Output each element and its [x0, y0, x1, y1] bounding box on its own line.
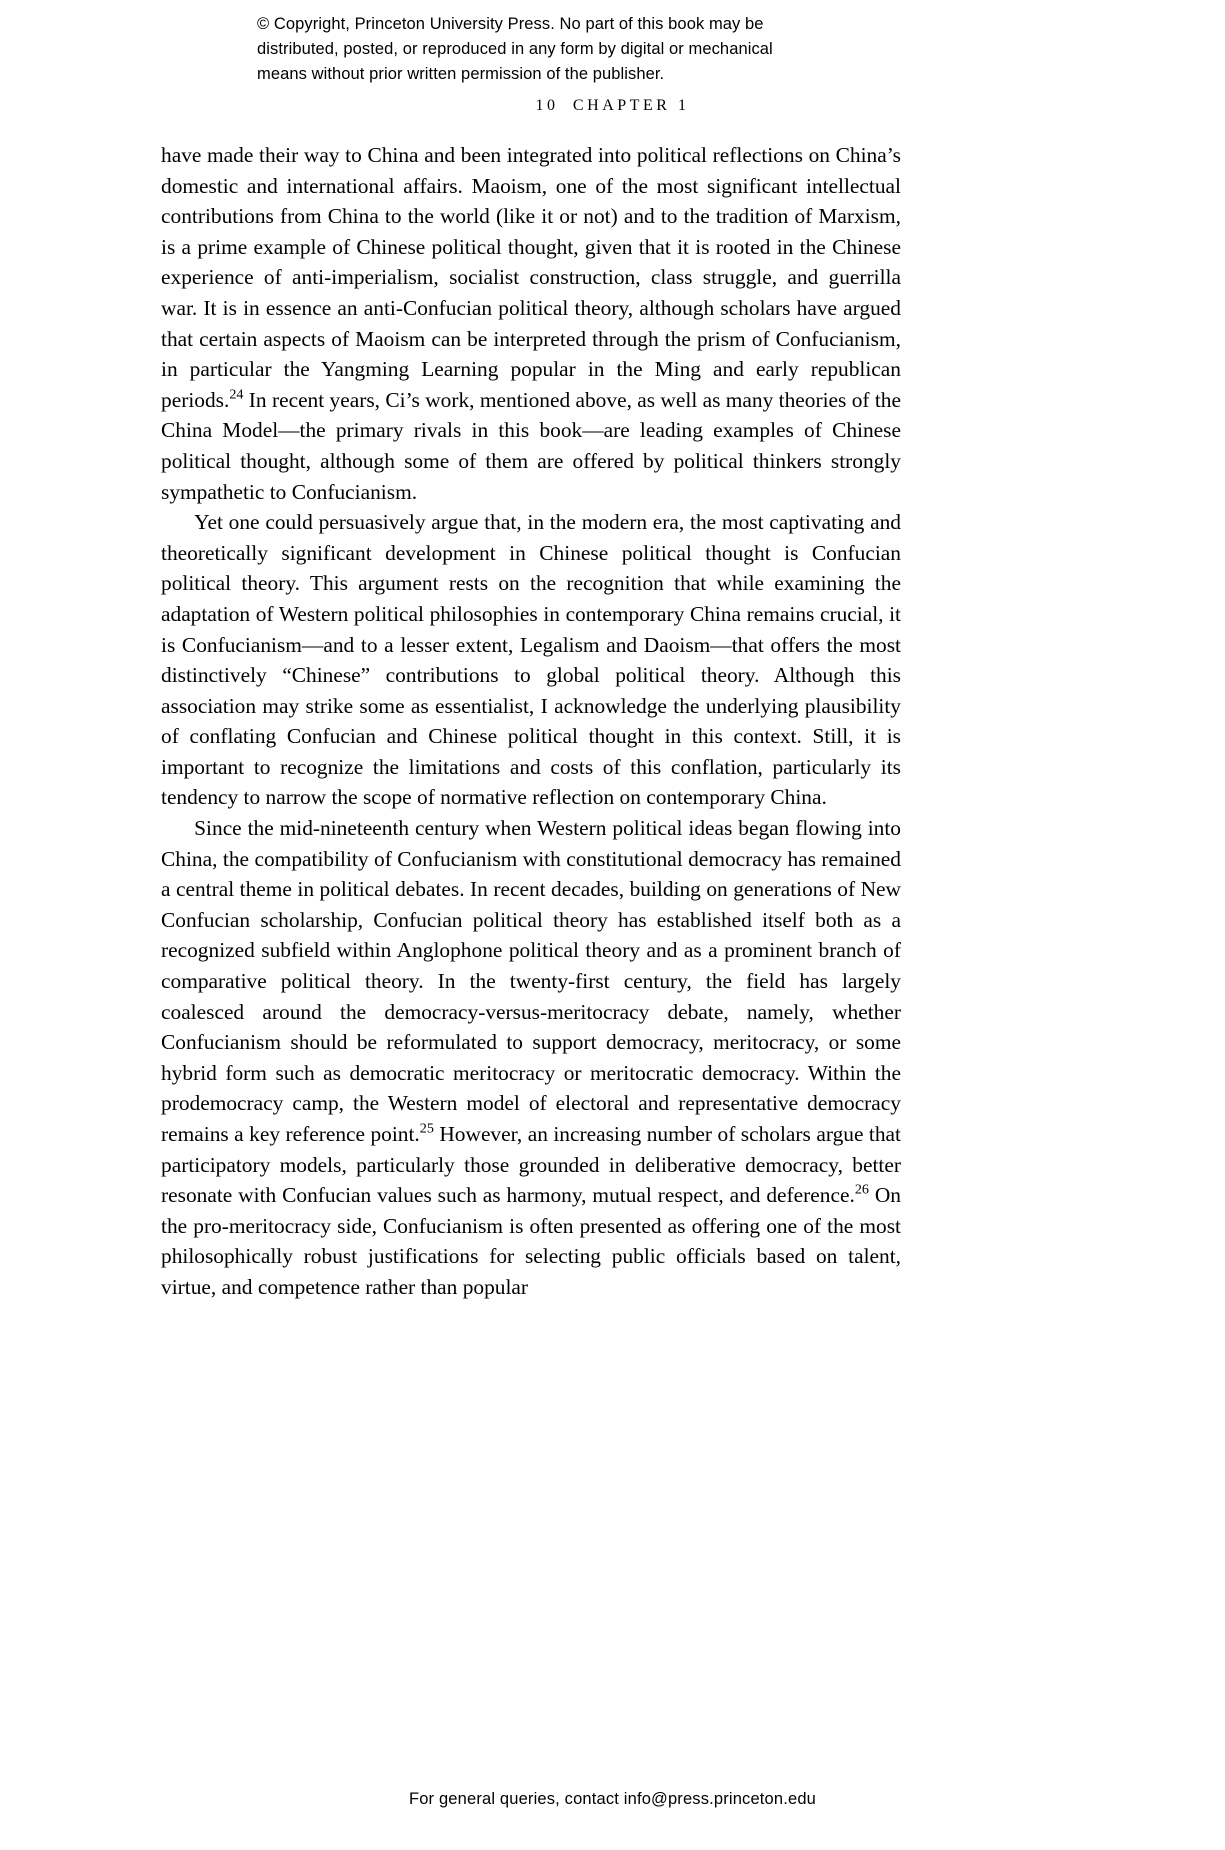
copyright-line-1: © Copyright, Princeton University Press. No part of this book may be — [257, 15, 764, 33]
page-body — [161, 140, 901, 1303]
paragraph-1-continued: In recent years, Ci’s work, mentioned above, as well as many theories of the China Model—the primary rivals in this book—are leading examples of Chinese political thought, although some of them are offered by political thinkers strongly sympathetic to Confucianism. — [161, 387, 902, 504]
copyright-line-3: means without prior written permission of the publisher. — [257, 65, 665, 84]
chapter-label: CHAPTER 1 — [572, 97, 690, 114]
paragraph-2-text: Yet one could persuasively argue that, in the modern era, the most captivating and theoretically significant development in Chinese political thought is Confucian political theory. This argument rests on the recognition that while examining the adaptation of Western political philosophies in contemporary China remains crucial, it is Confucianism—and to a lesser extent, Legalism and Daoism—that offers the most distinctively “Chinese” contributions to global political theory. Although this association may strike some as essentialist, I acknowledge the underlying plausibility of conflating Confucian and Chinese political thought in this context. Still, it is important to recognize the limitations and costs of this conflation, particularly its tendency to narrow the scope of normative reflection on contemporary China. — [161, 510, 901, 810]
footnote-marker-26: 26 — [854, 1181, 869, 1198]
copyright-line-2: distributed, posted, or reproduced in any form by digital or mechanical — [257, 40, 773, 59]
paragraph-2 — [161, 507, 901, 813]
paragraph-3-continued-a: However, an increasing number of scholars argue that participatory models, particularly those grounded in deliberative democracy, better resonate with Confucian values such as harmony, mutual respect, and deference. — [161, 1122, 901, 1208]
paragraph-1 — [161, 140, 901, 507]
paragraph-1-text: have made their way to China and been integrated into political reflections on China’s domestic and international affairs. Maoism, one of the most significant intellectual contributions from China to the world (like it or not) and to the tradition of Marxism, is a prime example of Chinese political thought, given that it is rooted in the Chinese experience of anti-imperialism, socialist construction, class struggle, and guerrilla war. It is in essence an anti-Confucian political theory, although scholars have argued that certain aspects of Maoism can be interpreted through the prism of Confucianism, in particular the Yangming Learning popular in the Ming and early republican periods. — [161, 143, 901, 412]
paragraph-3-text: Since the mid-nineteenth century when Western political ideas began flowing into China, the compatibility of Confucianism with constitutional democracy has remained a central theme in political debates. In recent decades, building on generations of New Confucian scholarship, Confucian political theory has established itself both as a recognized subfield within Anglophone political theory and as a prominent branch of comparative political theory. In the twenty-first century, the field has largely coalesced around the democracy-versus-meritocracy debate, namely, whether Confucianism should be reformulated to support democracy, meritocracy, or some hybrid form such as democratic meritocracy or meritocratic democracy. Within the prodemocracy camp, the Western model of electoral and representative democracy remains a key reference point. — [161, 816, 901, 1146]
running-head — [0, 97, 1225, 115]
copyright-notice — [257, 12, 957, 87]
footer-query: For general queries, contact info@press.princeton.edu — [408, 1790, 817, 1808]
footnote-marker-24: 24 — [229, 386, 244, 402]
paragraph-3 — [161, 813, 901, 1303]
paragraph-3-continued-b: On the pro-meritocracy side, Confucianism is often presented as offering one of the most philosophically robust justifications for selecting public officials based on talent, virtue, and competence rather than popular — [161, 1183, 901, 1299]
page-number: 10 — [535, 97, 559, 114]
footnote-marker-25: 25 — [419, 1120, 434, 1137]
